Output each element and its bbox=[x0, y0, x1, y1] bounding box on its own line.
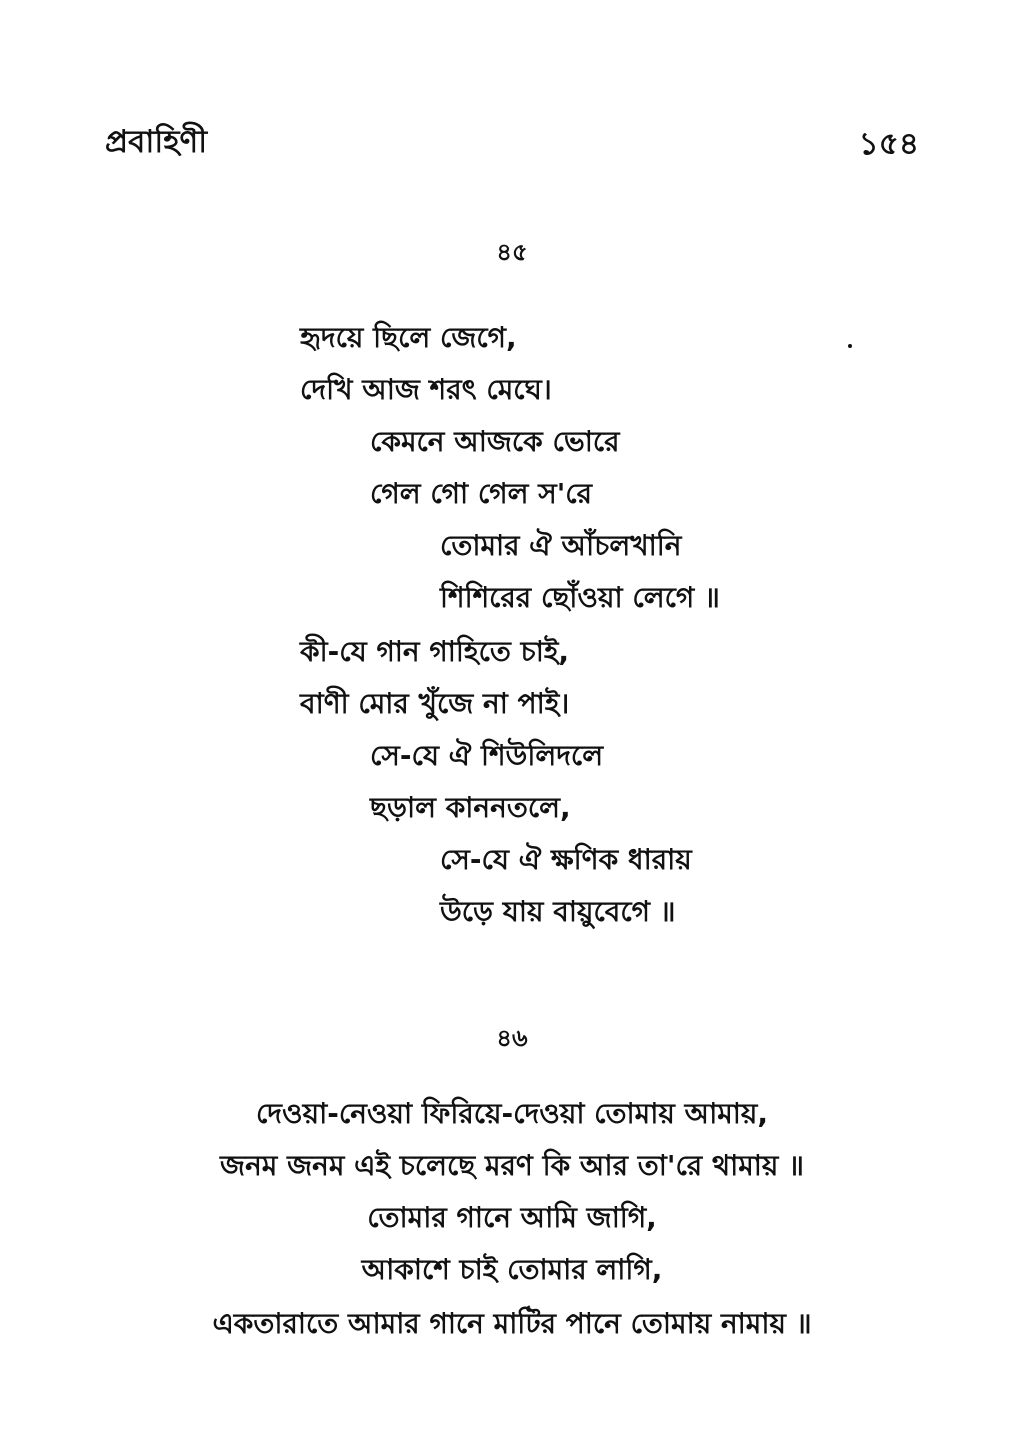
song-number-46: ৪৬ bbox=[496, 1024, 528, 1052]
verse-line: সে-যে ঐ শিউলিদলে bbox=[370, 739, 604, 772]
song-number-45: ৪৫ bbox=[496, 238, 528, 266]
verse-line: তোমার গানে আমি জাগি, bbox=[367, 1201, 657, 1234]
verse-line: সে-যে ঐ ক্ষণিক ধারায় bbox=[440, 843, 692, 876]
verse-line: তোমার ঐ আঁচলখানি bbox=[440, 529, 682, 562]
verse-line: জনম জনম এই চলেছে মরণ কি আর তা'রে থামায় ॥ bbox=[220, 1149, 804, 1182]
verse-line: দেওয়া-নেওয়া ফিরিয়ে-দেওয়া তোমায় আমায়, bbox=[255, 1097, 769, 1130]
verse-line: ছড়াল কাননতলে, bbox=[370, 791, 571, 824]
verse-line: বাণী মোর খুঁজে না পাই। bbox=[300, 687, 570, 720]
verse-line: উড়ে যায় বায়ুবেগে ॥ bbox=[440, 895, 676, 928]
verse-line: হৃদয়ে ছিলে জেগে, bbox=[300, 321, 517, 354]
verse-line: কী-যে গান গাহিতে চাই, bbox=[300, 635, 570, 668]
verse-line: আকাশে চাই তোমার লাগি, bbox=[361, 1253, 663, 1286]
running-header-title: প্রবাহিণী bbox=[105, 124, 208, 160]
stray-print-mark bbox=[848, 344, 852, 348]
verse-line: কেমনে আজকে ভোরে bbox=[370, 425, 620, 458]
verse-line: গেল গো গেল স'রে bbox=[370, 477, 593, 510]
page-number: ১৫৪ bbox=[858, 126, 919, 162]
verse-line: দেখি আজ শরৎ মেঘে। bbox=[300, 373, 552, 406]
verse-line: একতারাতে আমার গানে মাটির পানে তোমায় নামায় ॥ bbox=[212, 1307, 812, 1340]
verse-line: শিশিরের ছোঁওয়া লেগে ॥ bbox=[440, 581, 720, 614]
